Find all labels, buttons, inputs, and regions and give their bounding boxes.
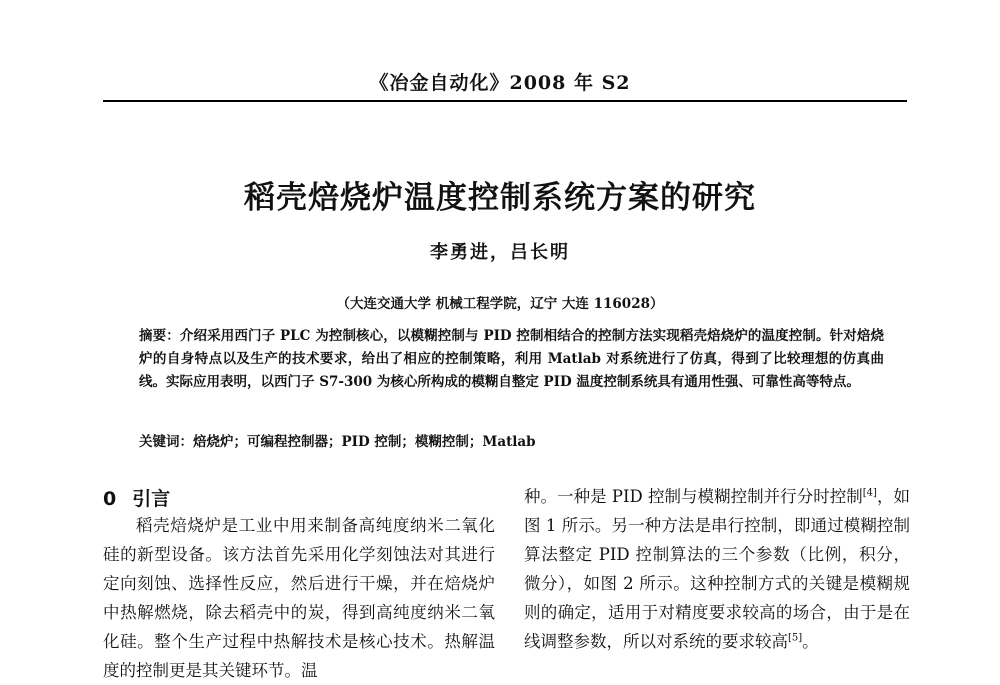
left-column-text: 稻壳焙烧炉是工业中用来制备高纯度纳米二氧化硅的新型设备。该方法首先采用化学刻蚀法对其进行定向刻蚀、选择性反应，然后进行干燥，并在焙烧炉中热解燃烧，除去稻壳中的炭，得到高纯度纳米二氧化硅。整个生产过程中热解技术是核心技术。热解温度的控制更是其关键环节。温 (103, 516, 495, 680)
abstract-text: 介绍采用西门子 PLC 为控制核心，以模糊控制与 PID 控制相结合的控制方法实现稻壳焙烧炉的温度控制。针对焙烧炉的自身特点以及生产的技术要求，给出了相应的控制策略，利用 Matlab 对系统进行了仿真，得到了比较理想的仿真曲线。实际应用表明，以西门子 S7-300 为核心所构成的模糊自整定 PID 温度控制系统具有通用性强、可靠性高等特点。 (139, 328, 884, 390)
keywords (139, 430, 884, 450)
abstract-label: 摘要： (139, 328, 180, 344)
keywords-label: 关键词： (139, 434, 193, 450)
paper-title: 稻壳焙烧炉温度控制系统方案的研究 (244, 180, 756, 216)
citation-5: [5] (788, 632, 803, 644)
authors: 李勇进，吕长明 (430, 242, 570, 263)
abstract (139, 325, 884, 394)
right-text-part1: 种。一种是 PID 控制与模糊控制并行分时控制 (524, 487, 863, 506)
section-heading (103, 484, 170, 511)
keywords-text: 焙烧炉；可编程控制器；PID 控制；模糊控制；Matlab (193, 434, 536, 450)
right-text-part3: 。 (802, 632, 819, 651)
journal-header: 《冶金自动化》2008 年 S2 (369, 72, 631, 94)
section-number: 0 (103, 488, 117, 510)
section-title: 引言 (132, 488, 171, 510)
affiliation: （大连交通大学 机械工程学院，辽宁 大连 116028） (336, 296, 664, 312)
right-column-text (524, 482, 910, 656)
right-text-part2: ，如图 1 所示。另一种方法是串行控制，即通过模糊控制算法整定 PID 控制算法的三个参数（比例，积分，微分），如图 2 所示。这种控制方式的关键是模糊规则的确定，适用于对精度要求较高的场合，由于是在线调整参数，所以对系统的要求较高 (524, 487, 910, 651)
citation-4: [4] (862, 487, 877, 499)
header-rule (103, 100, 907, 102)
